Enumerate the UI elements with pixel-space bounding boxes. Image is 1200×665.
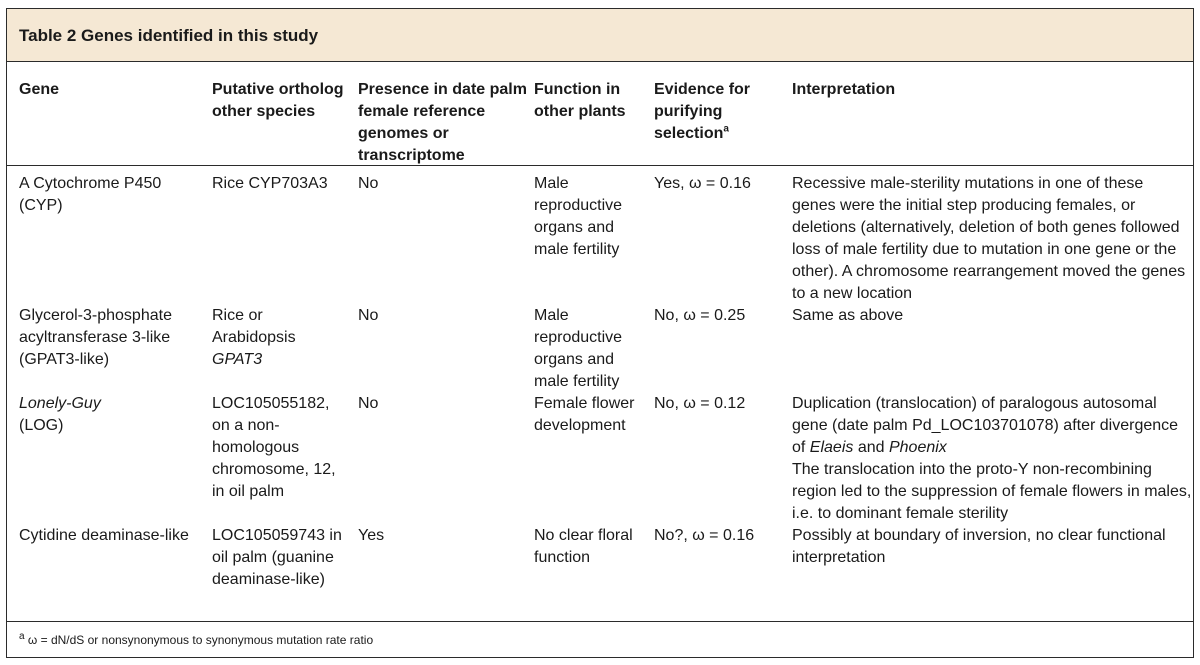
row2-interpretation: Same as above — [792, 307, 904, 324]
footnote-text: ω = dN/dS or nonsynonymous to synonymous mutation rate ratio — [27, 633, 374, 647]
row1-interpretation: Recessive male-sterility mutations in one of these genes were the initial step producing females, or deletions (alternatively, deletion of both genes followed loss of male fertility due to mutation in one gene or the other). A chromosome rearrangement moved the genes to a new location — [792, 175, 1186, 302]
header-evidence-footnote-marker: a — [723, 123, 729, 135]
header-interpretation: Interpretation — [792, 81, 896, 98]
row2-ortholog — [212, 305, 342, 371]
row2-evidence: No, ω = 0.25 — [654, 307, 746, 324]
row4-ortholog: LOC105059743 in oil palm (guanine deaminase-like) — [212, 527, 342, 588]
row3-interpretation — [792, 393, 1192, 525]
row3-function: Female flower development — [534, 395, 635, 434]
row3-gene — [19, 393, 199, 437]
row2-ortholog-text: Rice or Arabidopsis — [212, 307, 296, 346]
row3-interp-elaeis: Elaeis — [809, 439, 854, 456]
row4-evidence: No?, ω = 0.16 — [654, 527, 755, 544]
table-frame — [6, 8, 1194, 658]
row1-presence: No — [358, 175, 379, 192]
row2-presence: No — [358, 307, 379, 324]
table-title: Table 2 Genes identified in this study — [19, 26, 319, 45]
header-rule — [7, 165, 1193, 166]
row3-interp-and: and — [857, 439, 885, 456]
row4-interpretation: Possibly at boundary of inversion, no clear functional interpretation — [792, 527, 1166, 566]
row3-interp-part1: Duplication (translocation) of paralogous autosomal gene (date palm Pd_LOC103701078) after divergence of — [792, 395, 1179, 456]
header-evidence — [654, 79, 784, 145]
row1-function: Male reproductive organs and male fertility — [534, 175, 623, 258]
row3-presence: No — [358, 395, 379, 412]
row3-interp-phoenix: Phoenix — [888, 439, 947, 456]
row3-gene-name: Lonely-Guy — [19, 395, 101, 412]
row2-ortholog-gene: GPAT3 — [212, 351, 263, 368]
footer-rule — [7, 621, 1193, 622]
row1-gene: A Cytochrome P450 (CYP) — [19, 175, 162, 214]
row3-gene-abbrev: (LOG) — [19, 417, 64, 434]
row3-interp-part2: The translocation into the proto-Y non-recombining region led to the suppression of female flowers in males, i.e. to dominant female sterility — [792, 461, 1192, 522]
row2-gene: Glycerol-3-phosphate acyltransferase 3-like (GPAT3-like) — [19, 307, 172, 368]
row3-ortholog: LOC105055182, on a non-homologous chromosome, 12, in oil palm — [212, 395, 336, 500]
header-gene: Gene — [19, 81, 60, 98]
table-title-bar — [7, 9, 1193, 62]
row4-gene: Cytidine deaminase-like — [19, 527, 189, 544]
row1-ortholog: Rice CYP703A3 — [212, 175, 328, 192]
table-footnote — [19, 633, 373, 647]
header-presence: Presence in date palm female reference genomes or transcriptome — [358, 81, 527, 164]
row3-evidence: No, ω = 0.12 — [654, 395, 746, 412]
row2-function: Male reproductive organs and male fertility — [534, 307, 623, 390]
row4-function: No clear floral function — [534, 527, 633, 566]
row4-presence: Yes — [358, 527, 385, 544]
header-evidence-text: Evidence for purifying selection — [654, 81, 751, 142]
row1-evidence: Yes, ω = 0.16 — [654, 175, 751, 192]
header-function: Function in other plants — [534, 81, 626, 120]
header-ortholog: Putative ortholog other species — [212, 81, 344, 120]
footnote-marker: a — [19, 631, 25, 642]
